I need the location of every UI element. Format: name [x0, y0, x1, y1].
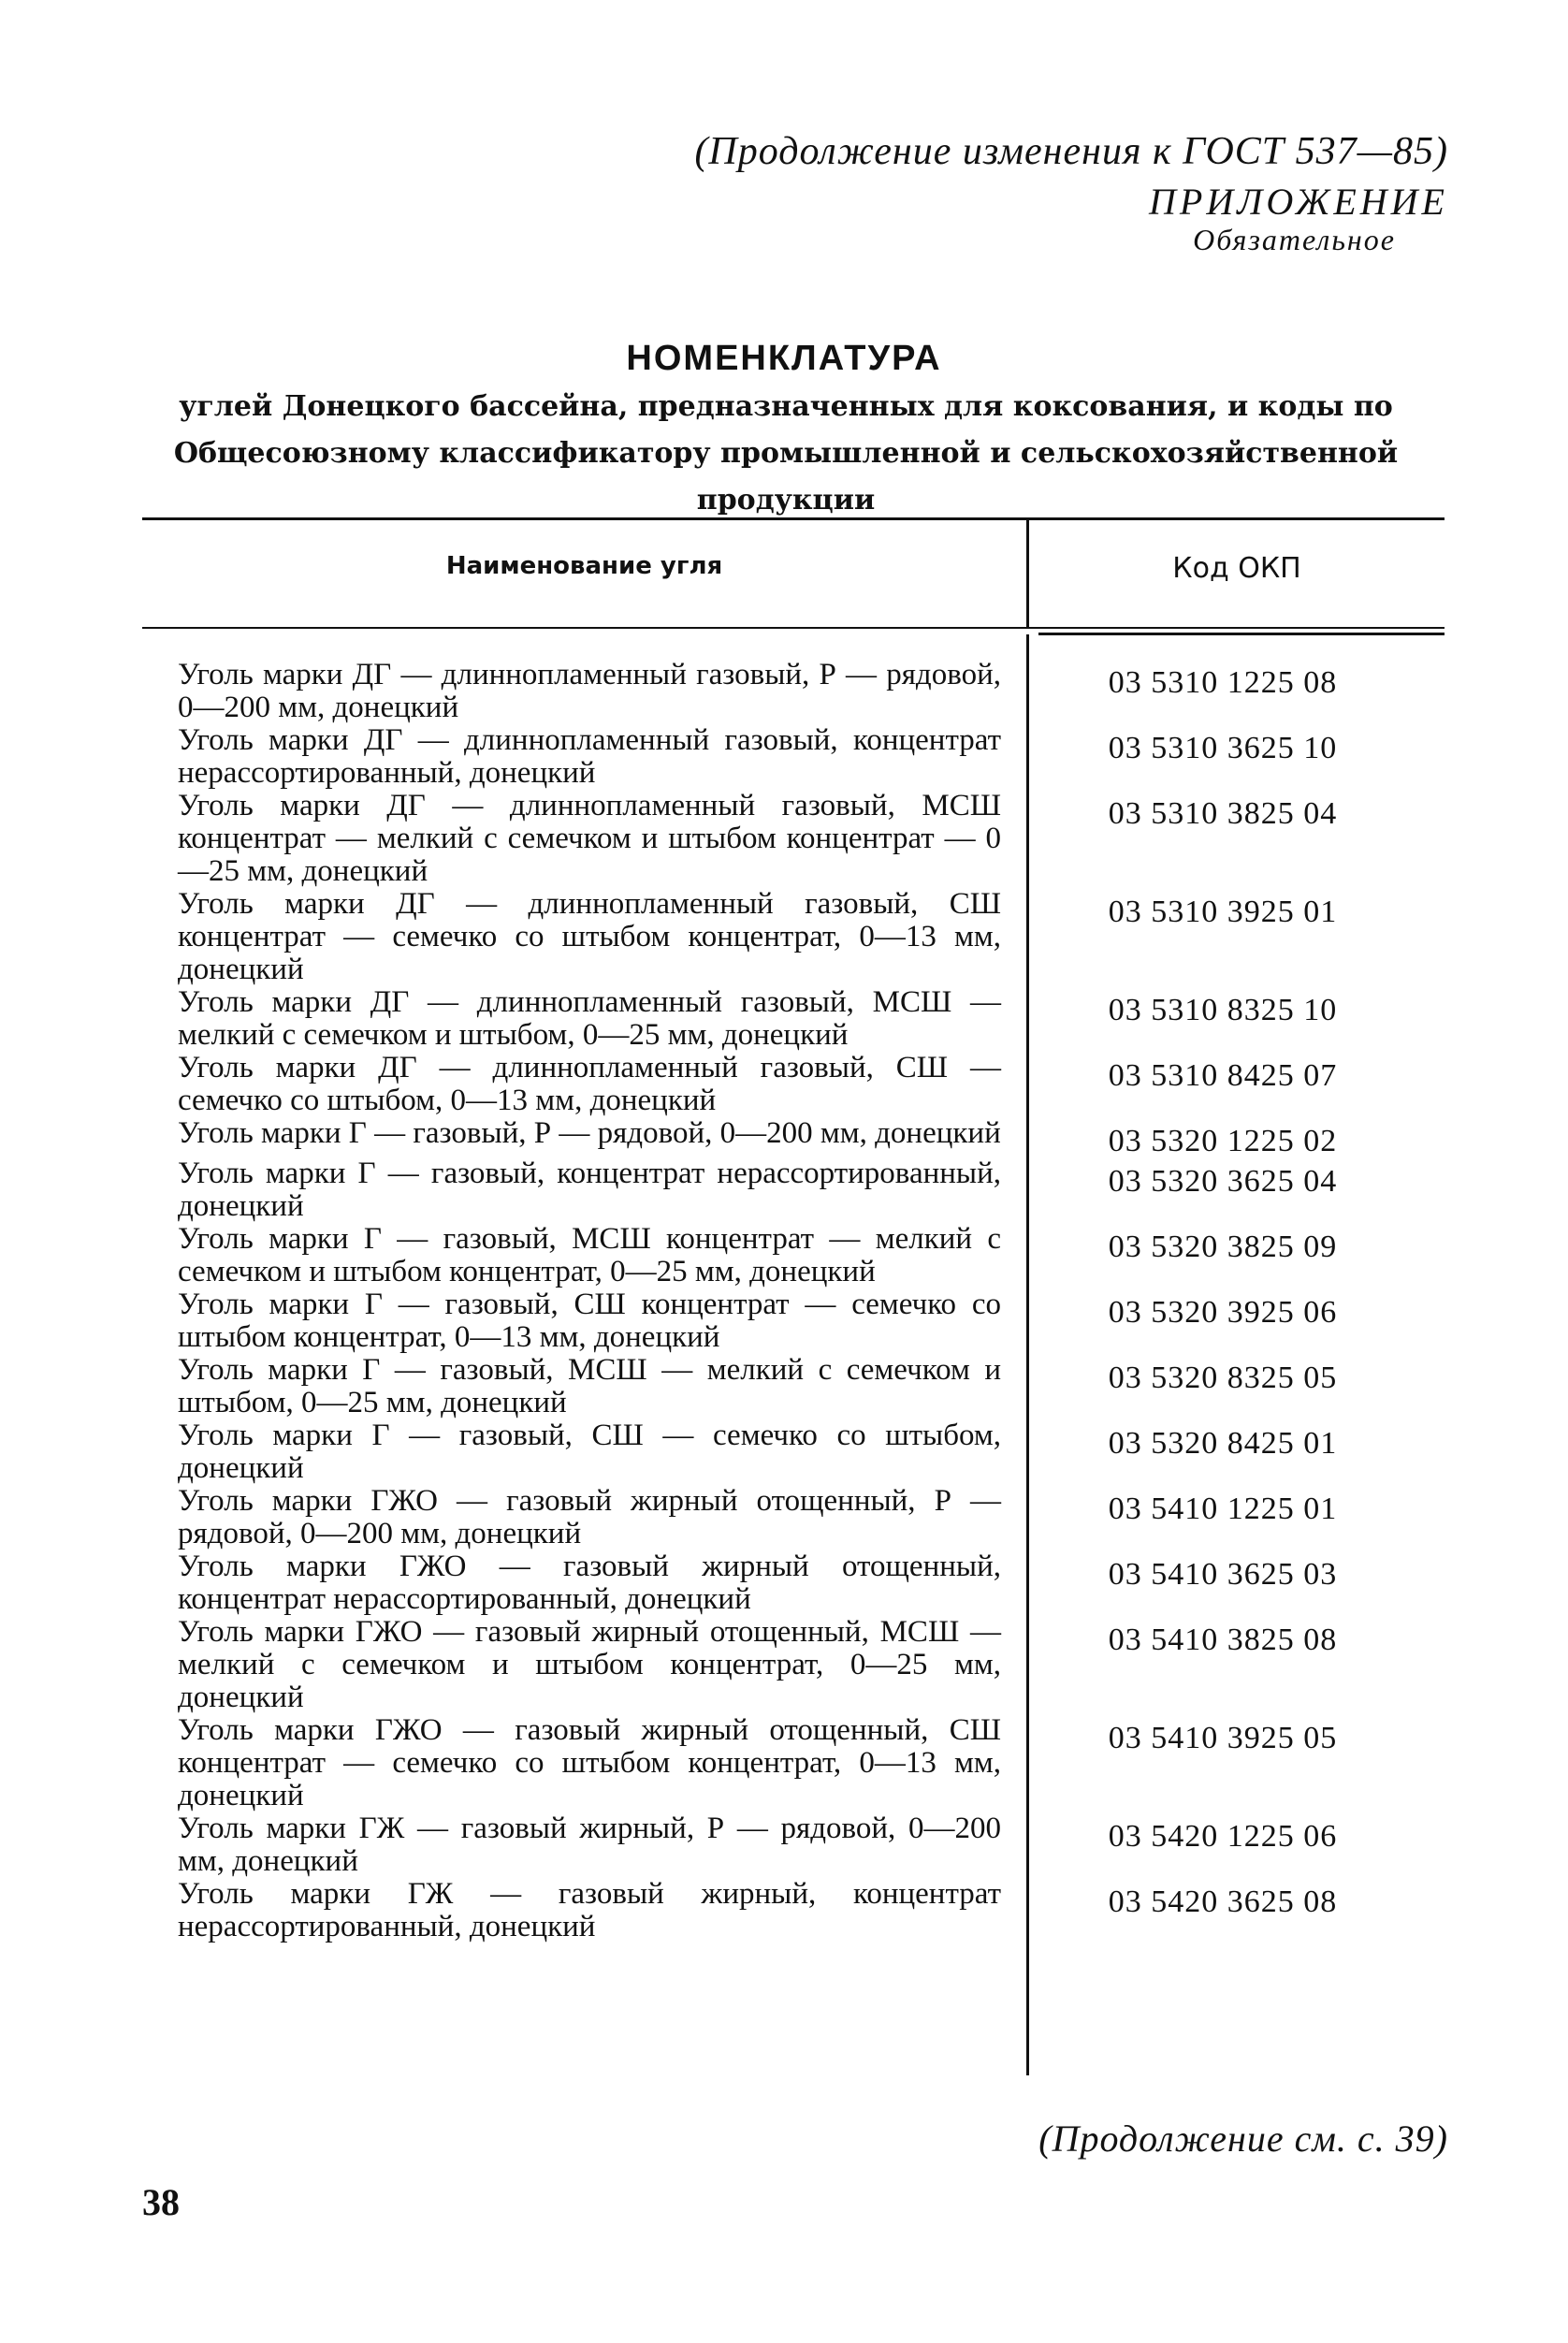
table-row [142, 1419, 1445, 1485]
coal-name: Уголь марки Г — газовый, СШ — семечко со штыбом, донецкий [178, 1419, 1001, 1485]
table-row [142, 1616, 1445, 1714]
okp-code: 03 5310 8325 10 [1108, 993, 1338, 1027]
column-header-code: Код ОКП [1172, 552, 1301, 585]
table-row [142, 986, 1445, 1052]
okp-code: 03 5310 3825 04 [1108, 796, 1338, 831]
coal-name: Уголь марки ДГ — длиннопламенный газовый, МСШ — мелкий с семечком и штыбом, 0—25 мм, донецкий [178, 985, 1001, 1052]
coal-name: Уголь марки ГЖО — газовый жирный отощенный, МСШ — мелкий с семечком и штыбом концентрат, 0—25 мм, донецкий [178, 1615, 1001, 1714]
document-subtitle: углей Донецкого бассейна, предназначенных для коксования, и коды по Общесоюзному классификатору промышленной и сельскохозяйственной продукции [173, 390, 1399, 517]
okp-code: 03 5410 1225 01 [1108, 1492, 1338, 1526]
okp-code: 03 5310 3625 10 [1108, 731, 1338, 765]
okp-code: 03 5410 3625 03 [1108, 1557, 1338, 1592]
continuation-header: (Продолжение изменения к ГОСТ 537—85) [694, 130, 1448, 173]
coal-name: Уголь марки ГЖО — газовый жирный отощенный, концентрат нерассортированный, донецкий [178, 1550, 1001, 1616]
okp-code: 03 5320 3825 09 [1108, 1230, 1338, 1264]
table-row [142, 1288, 1445, 1354]
table-header-rule-code [1038, 633, 1445, 635]
page-number: 38 [142, 2181, 180, 2223]
coal-name: Уголь марки Г — газовый, Р — рядовой, 0—200 мм, донецкий [178, 1116, 1001, 1150]
table-row [142, 1714, 1445, 1812]
table-row [142, 1223, 1445, 1288]
okp-code: 03 5420 1225 06 [1108, 1819, 1338, 1854]
table-row [142, 1812, 1445, 1878]
table-row [142, 1157, 1445, 1223]
table-row [142, 888, 1445, 986]
table-row [142, 1485, 1445, 1550]
okp-code: 03 5310 8425 07 [1108, 1058, 1338, 1093]
okp-code: 03 5320 8425 01 [1108, 1426, 1338, 1461]
coal-name: Уголь марки ГЖО — газовый жирный отощенный, Р — рядовой, 0—200 мм, донецкий [178, 1484, 1001, 1550]
okp-code: 03 5320 3925 06 [1108, 1295, 1338, 1330]
table-row [142, 1878, 1445, 1943]
okp-code: 03 5410 3925 05 [1108, 1721, 1338, 1755]
coal-name: Уголь марки Г — газовый, концентрат нерассортированный, донецкий [178, 1157, 1001, 1223]
continuation-footer: (Продолжение см. с. 39) [1038, 2117, 1448, 2160]
coal-name: Уголь марки Г — газовый, МСШ — мелкий с семечком и штыбом, 0—25 мм, донецкий [178, 1353, 1001, 1419]
appendix-label: ПРИЛОЖЕНИЕ [1149, 181, 1448, 223]
okp-code: 03 5320 3625 04 [1108, 1164, 1338, 1199]
table-row [142, 1052, 1445, 1117]
coal-name: Уголь марки ДГ — длиннопламенный газовый, СШ концентрат — семечко со штыбом концентрат, 0—13 мм, донецкий [178, 887, 1001, 986]
table-row [142, 724, 1445, 790]
table-row [142, 1550, 1445, 1616]
okp-code: 03 5310 3925 01 [1108, 895, 1338, 929]
table-top-rule [142, 517, 1445, 520]
document-title: НОМЕНКЛАТУРА [626, 339, 942, 378]
table-row [142, 790, 1445, 888]
coal-name: Уголь марки ДГ — длиннопламенный газовый, СШ — семечко со штыбом, 0—13 мм, донецкий [178, 1051, 1001, 1117]
coal-name: Уголь марки ГЖО — газовый жирный отощенный, СШ концентрат — семечко со штыбом концентрат, 0—13 мм, донецкий [178, 1713, 1001, 1812]
coal-name: Уголь марки ДГ — длиннопламенный газовый, концентрат нерассортированный, донецкий [178, 723, 1001, 790]
coal-name: Уголь марки Г — газовый, МСШ концентрат — мелкий с семечком и штыбом концентрат, 0—25 мм, донецкий [178, 1222, 1001, 1288]
table-row [142, 1354, 1445, 1419]
okp-code: 03 5420 3625 08 [1108, 1885, 1338, 1919]
table-row [142, 1117, 1445, 1157]
okp-code: 03 5320 1225 02 [1108, 1124, 1338, 1158]
okp-code: 03 5320 8325 05 [1108, 1361, 1338, 1395]
okp-code: 03 5310 1225 08 [1108, 665, 1338, 700]
coal-name: Уголь марки ДГ — длиннопламенный газовый, Р — рядовой, 0—200 мм, донецкий [178, 658, 1001, 724]
table-body [142, 659, 1445, 1943]
coal-name: Уголь марки ГЖ — газовый жирный, Р — рядовой, 0—200 мм, донецкий [178, 1812, 1001, 1878]
coal-name: Уголь марки Г — газовый, СШ концентрат — семечко со штыбом концентрат, 0—13 мм, донецкий [178, 1288, 1001, 1354]
table-row [142, 659, 1445, 724]
column-header-name: Наименование угля [445, 552, 723, 580]
okp-code: 03 5410 3825 08 [1108, 1623, 1338, 1657]
mandatory-label: Обязательное [1193, 223, 1396, 256]
coal-name: Уголь марки ГЖ — газовый жирный, концентрат нерассортированный, донецкий [178, 1877, 1001, 1943]
coal-name: Уголь марки ДГ — длиннопламенный газовый, МСШ концентрат — мелкий с семечком и штыбом концентрат — 0—25 мм, донецкий [178, 789, 1001, 888]
table-header-rule [142, 627, 1445, 629]
